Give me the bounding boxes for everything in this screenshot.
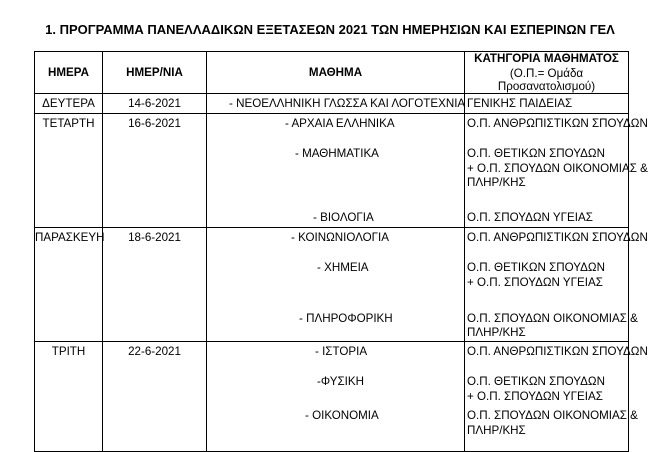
- category-line: ΠΛΗΡ/ΚΗΣ: [467, 176, 526, 189]
- category-line: Ο.Π. ΣΠΟΥΔΩΝ ΥΓΕΙΑΣ: [467, 211, 593, 224]
- date-cell: 14-6-2021: [103, 94, 207, 114]
- subject-item: - ΑΡΧΑΙΑ ΕΛΛΗΝΙΚΑ: [285, 117, 395, 130]
- table-row: [35, 94, 629, 114]
- day-cell: ΠΑΡΑΣΚΕΥΗ: [35, 228, 103, 342]
- category-line: + Ο.Π. ΣΠΟΥΔΩΝ ΟΙΚΟΝΟΜΙΑΣ &: [467, 162, 648, 175]
- subject-item: - ΧΗΜΕΙΑ: [317, 261, 369, 274]
- subject-item: - ΒΙΟΛΟΓΙΑ: [313, 211, 374, 224]
- table-row: [35, 114, 629, 228]
- date-cell: 22-6-2021: [103, 342, 207, 452]
- category-line: Ο.Π. ΘΕΤΙΚΩΝ ΣΠΟΥΔΩΝ: [467, 261, 605, 274]
- page-title: 1. ΠΡΟΓΡΑΜΜΑ ΠΑΝΕΛΛΑΔΙΚΩΝ ΕΞΕΤΑΣΕΩΝ 2021 ΤΩΝ ΗΜΕΡΗΣΙΩΝ ΚΑΙ ΕΣΠΕΡΙΝΩΝ ΓΕΛ: [45, 22, 615, 37]
- day-cell: ΤΡΙΤΗ: [35, 342, 103, 452]
- category-line: + Ο.Π. ΣΠΟΥΔΩΝ ΥΓΕΙΑΣ: [467, 276, 603, 289]
- subject-item: - ΟΙΚΟΝΟΜΙΑ: [305, 409, 379, 422]
- category-line: Ο.Π. ΣΠΟΥΔΩΝ ΟΙΚΟΝΟΜΙΑΣ &: [467, 312, 638, 325]
- exam-schedule-table: [34, 51, 648, 452]
- subject-cell: [207, 94, 465, 114]
- header-category-note: (Ο.Π.= Ομάδα Προσανατολισμού): [497, 67, 596, 93]
- header-row: [35, 52, 629, 94]
- category-cell: [465, 114, 648, 228]
- subject-cell: [207, 114, 465, 228]
- subject-item: -ΦΥΣΙΚΗ: [317, 375, 364, 388]
- date-cell: 18-6-2021: [103, 228, 207, 342]
- category-line: Ο.Π. ΣΠΟΥΔΩΝ ΟΙΚΟΝΟΜΙΑΣ &: [467, 409, 638, 422]
- subject-item: - ΠΛΗΡΟΦΟΡΙΚΗ: [299, 312, 393, 325]
- day-cell: ΔΕΥΤΕΡΑ: [35, 94, 103, 114]
- header-day: ΗΜΕΡΑ: [35, 52, 103, 94]
- category-line: + Ο.Π. ΣΠΟΥΔΩΝ ΥΓΕΙΑΣ: [467, 390, 603, 403]
- table-row: [35, 228, 629, 342]
- category-line: ΠΛΗΡ/ΚΗΣ: [467, 424, 526, 437]
- subject-item: - ΝΕΟΕΛΛΗΝΙΚΗ ΓΛΩΣΣΑ ΚΑΙ ΛΟΓΟΤΕΧΝΙΑ: [229, 97, 466, 110]
- subject-item: - ΜΑΘΗΜΑΤΙΚΑ: [295, 147, 379, 160]
- day-cell: ΤΕΤΑΡΤΗ: [35, 114, 103, 228]
- category-cell: [465, 342, 648, 452]
- category-line: Ο.Π. ΑΝΘΡΩΠΙΣΤΙΚΩΝ ΣΠΟΥΔΩΝ: [467, 117, 648, 130]
- table-row: [35, 342, 629, 452]
- header-category: [465, 52, 629, 94]
- subject-cell: [207, 342, 465, 452]
- category-line: ΓΕΝΙΚΗΣ ΠΑΙΔΕΙΑΣ: [467, 97, 573, 110]
- category-line: Ο.Π. ΘΕΤΙΚΩΝ ΣΠΟΥΔΩΝ: [467, 147, 605, 160]
- header-category-label: ΚΑΤΗΓΟΡΙΑ ΜΑΘΗΜΑΤΟΣ: [474, 52, 619, 65]
- category-line: Ο.Π. ΑΝΘΡΩΠΙΣΤΙΚΩΝ ΣΠΟΥΔΩΝ: [467, 345, 648, 358]
- subject-item: - ΚΟΙΝΩΝΙΟΛΟΓΙΑ: [291, 231, 389, 244]
- date-cell: 16-6-2021: [103, 114, 207, 228]
- category-line: ΠΛΗΡ/ΚΗΣ: [467, 326, 526, 339]
- category-line: Ο.Π. ΑΝΘΡΩΠΙΣΤΙΚΩΝ ΣΠΟΥΔΩΝ: [467, 231, 648, 244]
- category-line: Ο.Π. ΘΕΤΙΚΩΝ ΣΠΟΥΔΩΝ: [467, 375, 605, 388]
- subject-item: - ΙΣΤΟΡΙΑ: [315, 345, 368, 358]
- category-cell: [465, 228, 648, 342]
- category-cell: [465, 94, 629, 114]
- subject-cell: [207, 228, 465, 342]
- header-date: ΗΜΕΡ/ΝΙΑ: [103, 52, 207, 94]
- header-subject: ΜΑΘΗΜΑ: [207, 52, 465, 94]
